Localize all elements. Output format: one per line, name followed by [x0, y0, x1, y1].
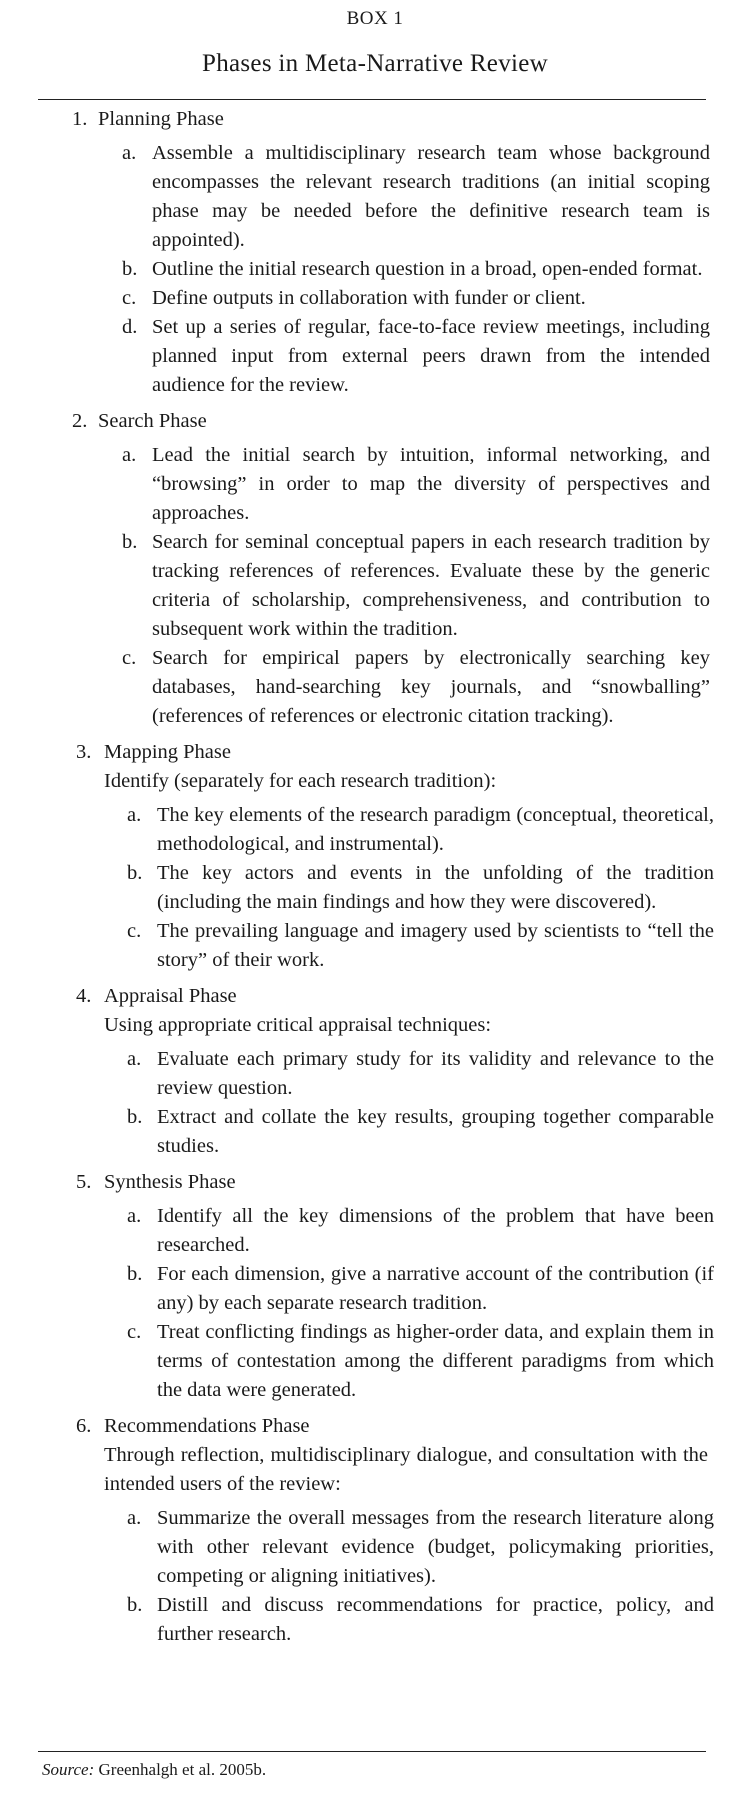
phase-title: Synthesis Phase	[104, 1171, 236, 1193]
list-item	[0, 284, 750, 313]
item-text: For each dimension, give a narrative account of the contribution (if any) by each separate research tradition.	[157, 1263, 714, 1314]
phase-heading	[0, 407, 750, 436]
item-text: Assemble a multidisciplinary research team whose background encompasses the relevant research traditions (an initial scoping phase may be needed before the definitive research team is appointed).	[152, 142, 710, 251]
phase-item-list	[0, 1504, 750, 1649]
list-item	[0, 1045, 750, 1103]
item-letter: a.	[122, 142, 137, 164]
source-note	[42, 1760, 266, 1780]
item-text: The key actors and events in the unfolding of the tradition (including the main findings and how they were discovered).	[157, 862, 714, 913]
item-letter: b.	[122, 531, 138, 553]
phase-number: 2.	[72, 410, 88, 432]
phase-intro: Through reflection, multidisciplinary dialogue, and consultation with the intended users of the review:	[104, 1444, 708, 1495]
source-text: Greenhalgh et al. 2005b.	[98, 1760, 267, 1779]
phase-title: Recommendations Phase	[104, 1415, 310, 1437]
item-text: Identify all the key dimensions of the problem that have been researched.	[157, 1205, 714, 1256]
list-item	[0, 1260, 750, 1318]
item-letter: c.	[122, 647, 137, 669]
phase-item-list	[0, 801, 750, 975]
list-item	[0, 1202, 750, 1260]
phase-heading	[0, 982, 750, 1011]
list-item	[0, 1504, 750, 1591]
list-item	[0, 441, 750, 528]
item-letter: b.	[127, 862, 143, 884]
top-rule	[38, 99, 706, 100]
phase-list	[0, 105, 750, 1656]
box-label: BOX 1	[346, 8, 404, 29]
item-text: The key elements of the research paradigm (conceptual, theoretical, methodological, and instrumental).	[157, 804, 714, 855]
item-text: Search for empirical papers by electronically searching key databases, hand-searching key journals, and “snowballing” (references of references or electronic citation tracking).	[152, 647, 710, 727]
item-text: Distill and discuss recommendations for practice, policy, and further research.	[157, 1594, 714, 1645]
list-item	[0, 313, 750, 400]
item-letter: a.	[127, 1507, 142, 1529]
item-letter: c.	[127, 920, 142, 942]
item-letter: c.	[122, 287, 137, 309]
box-title: Phases in Meta-Narrative Review	[202, 50, 548, 77]
phase-number: 3.	[76, 741, 92, 763]
phase-item-list	[0, 1202, 750, 1405]
item-text: Outline the initial research question in a broad, open-ended format.	[152, 258, 703, 280]
phase-heading	[0, 1168, 750, 1197]
phase-title: Planning Phase	[98, 108, 224, 130]
list-item	[0, 801, 750, 859]
phase-item-list	[0, 441, 750, 731]
phase-section	[0, 738, 750, 975]
item-letter: b.	[122, 258, 138, 280]
list-item	[0, 1318, 750, 1405]
list-item	[0, 859, 750, 917]
phase-item-list	[0, 1045, 750, 1161]
phase-section	[0, 1412, 750, 1649]
list-item	[0, 644, 750, 731]
phase-intro: Identify (separately for each research tradition):	[104, 770, 497, 792]
item-letter: b.	[127, 1594, 143, 1616]
item-letter: a.	[122, 444, 137, 466]
item-text: Set up a series of regular, face-to-face review meetings, including planned input from external peers drawn from the intended audience for the review.	[152, 316, 710, 396]
item-letter: a.	[127, 804, 142, 826]
phase-item-list	[0, 139, 750, 400]
phase-title: Search Phase	[98, 410, 207, 432]
item-text: Lead the initial search by intuition, informal networking, and “browsing” in order to map the diversity of perspectives and approaches.	[152, 444, 710, 524]
phase-heading	[0, 1412, 750, 1441]
phase-title: Mapping Phase	[104, 741, 231, 763]
list-item	[0, 255, 750, 284]
item-letter: a.	[127, 1205, 142, 1227]
phase-title: Appraisal Phase	[104, 985, 237, 1007]
item-text: Define outputs in collaboration with funder or client.	[152, 287, 586, 309]
list-item	[0, 917, 750, 975]
list-item	[0, 1591, 750, 1649]
item-letter: c.	[127, 1321, 142, 1343]
phase-section	[0, 1168, 750, 1405]
source-label: Source:	[42, 1760, 95, 1779]
list-item	[0, 1103, 750, 1161]
item-letter: b.	[127, 1263, 143, 1285]
phase-heading	[0, 105, 750, 134]
list-item	[0, 139, 750, 255]
phase-number: 4.	[76, 985, 92, 1007]
phase-section	[0, 407, 750, 731]
item-letter: b.	[127, 1106, 143, 1128]
phase-number: 5.	[76, 1171, 92, 1193]
item-text: Summarize the overall messages from the research literature along with other relevant evidence (budget, policymaking priorities, competing or aligning initiatives).	[157, 1507, 714, 1587]
bottom-rule	[38, 1751, 706, 1752]
phase-intro: Using appropriate critical appraisal techniques:	[104, 1014, 492, 1036]
phase-section	[0, 105, 750, 400]
phase-number: 6.	[76, 1415, 92, 1437]
item-text: Search for seminal conceptual papers in each research tradition by tracking references of references. Evaluate these by the generic criteria of scholarship, comprehensiveness, and contribution to subsequent work within the tradition.	[152, 531, 710, 640]
item-text: Evaluate each primary study for its validity and relevance to the review question.	[157, 1048, 714, 1099]
item-letter: a.	[127, 1048, 142, 1070]
list-item	[0, 528, 750, 644]
item-text: Extract and collate the key results, grouping together comparable studies.	[157, 1106, 714, 1157]
phase-number: 1.	[72, 108, 88, 130]
item-text: Treat conflicting findings as higher-order data, and explain them in terms of contestation among the different paradigms from which the data were generated.	[157, 1321, 714, 1401]
item-letter: d.	[122, 316, 138, 338]
phase-section	[0, 982, 750, 1161]
phase-heading	[0, 738, 750, 767]
item-text: The prevailing language and imagery used by scientists to “tell the story” of their work.	[157, 920, 714, 971]
